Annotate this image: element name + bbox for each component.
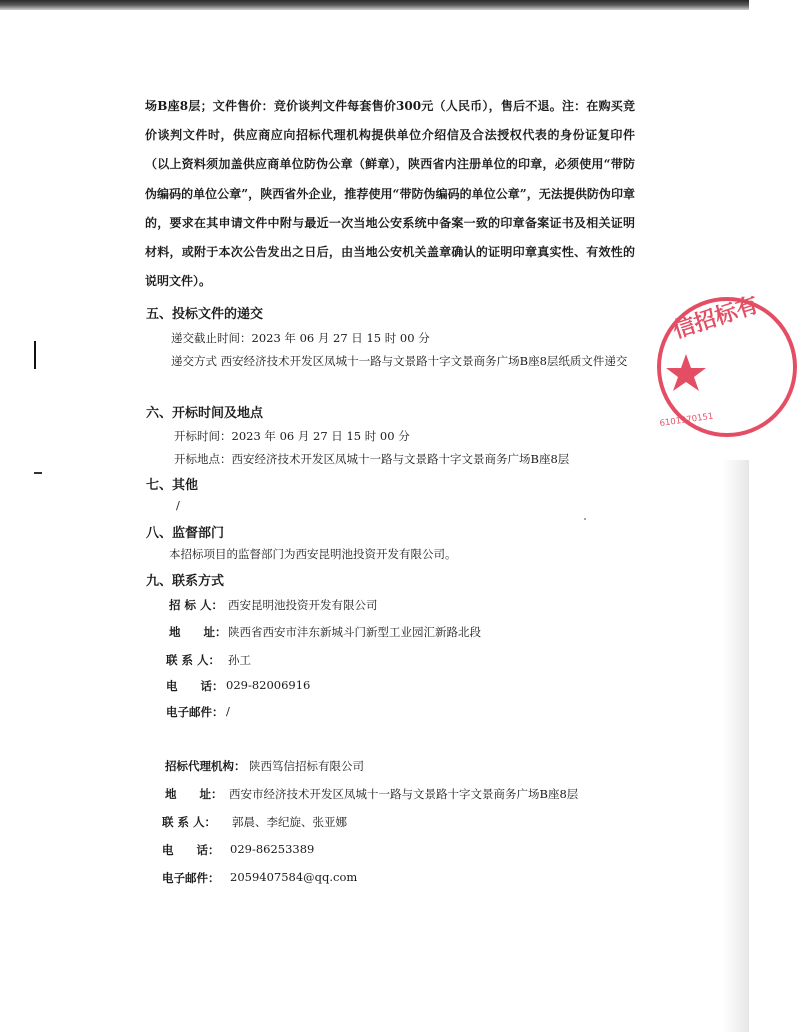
tenderer-name-label: 招 标 人： <box>169 598 224 612</box>
section5-heading: 五、投标文件的递交 <box>146 307 264 322</box>
scan-right-edge <box>722 460 749 1032</box>
agency-address-label: 地 址： <box>165 787 223 801</box>
agency-phone-label: 电 话： <box>162 843 220 857</box>
section7-content: / <box>176 498 180 512</box>
agency-contact: 郭晨、李纪旋、张亚娜 <box>232 815 347 829</box>
opening-time: 开标时间：2023 年 06 月 27 日 15 时 00 分 <box>174 429 410 443</box>
intro-paragraph: 场B座8层；文件售价：竞价谈判文件每套售价300元（人民币），售后不退。注：在购买竞价谈判文件时，供应商应向招标代理机构提供单位介绍信及合法授权代表的身份证复印件（以上资料须加盖供应商单位防伪公章（鲜章），陕西省内注册单位的印章，必须使用“带防伪编码的单位公章”，陕西省外企业，推荐使用“带防伪编码的单位公章”，无法提供防伪印章的，要求在其申请文件中附与最近一次当地公安系统中备案一致的印章备案证书及相关证明材料，或附于本次公告发出之日后，由当地公安机关盖章确认的证明印章真实性、有效性的说明文件）。 <box>145 99 635 289</box>
agency-address: 西安市经济技术开发区凤城十一路与文景路十字文景商务广场B座8层 <box>229 787 579 801</box>
tenderer-name: 西安昆明池投资开发有限公司 <box>228 598 378 612</box>
scan-mark <box>34 472 42 474</box>
tenderer-email: / <box>226 704 230 718</box>
official-seal <box>652 292 802 442</box>
section8-content: 本招标项目的监督部门为西安昆明池投资开发有限公司。 <box>169 547 457 561</box>
tenderer-email-label: 电子邮件： <box>166 705 224 719</box>
seal-number: 6101970151 <box>659 411 714 429</box>
section8-heading: 八、监督部门 <box>146 526 225 541</box>
scan-top-edge <box>0 0 749 10</box>
submission-method: 递交方式 西安经济技术开发区凤城十一路与文景路十字文景商务广场B座8层纸质文件递交 <box>171 354 628 368</box>
scan-speck <box>584 518 586 520</box>
agency-phone: 029-86253389 <box>230 842 315 856</box>
tenderer-phone: 029-82006916 <box>226 678 311 692</box>
submission-deadline: 递交截止时间：2023 年 06 月 27 日 15 时 00 分 <box>171 331 430 345</box>
tenderer-contact-label: 联 系 人： <box>166 653 221 667</box>
tenderer-phone-label: 电 话： <box>166 679 224 693</box>
agency-name-label: 招标代理机构： <box>165 759 246 773</box>
tenderer-contact: 孙工 <box>228 653 251 667</box>
section6-heading: 六、开标时间及地点 <box>146 406 264 421</box>
tenderer-address: 陕西省西安市沣东新城斗门新型工业园汇新路北段 <box>228 625 481 639</box>
agency-name: 陕西笃信招标有限公司 <box>249 759 364 773</box>
section7-heading: 七、其他 <box>146 478 199 493</box>
scan-mark <box>34 341 36 369</box>
agency-email-label: 电子邮件： <box>162 871 220 885</box>
section9-heading: 九、联系方式 <box>146 574 225 589</box>
opening-place: 开标地点：西安经济技术开发区凤城十一路与文景路十字文景商务广场B座8层 <box>174 452 570 466</box>
agency-contact-label: 联 系 人： <box>162 815 217 829</box>
tenderer-address-label: 地 址： <box>169 625 227 639</box>
seal-star-icon <box>666 354 706 391</box>
agency-email: 2059407584@qq.com <box>230 870 358 884</box>
seal-text: 信招标有 <box>670 292 762 344</box>
